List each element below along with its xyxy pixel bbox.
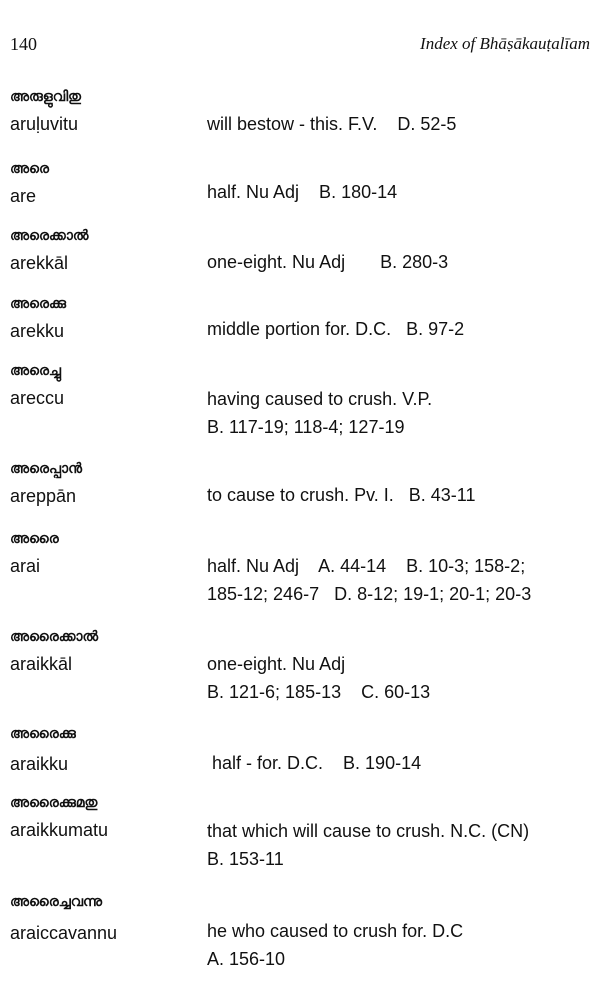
definition <box>207 248 590 276</box>
definition-line: he who caused to crush for. D.C <box>207 921 464 941</box>
transliteration: arekku <box>10 321 65 341</box>
definition <box>207 110 590 138</box>
transliteration: areppān <box>10 486 77 506</box>
definition-line: A. 156-10 <box>207 949 286 969</box>
transliteration: aruḷuvitu <box>10 114 79 134</box>
definition-line: B. 153-11 <box>207 849 284 869</box>
definition <box>207 650 590 706</box>
malayalam-headword: അരെച്ചു <box>10 363 62 379</box>
malayalam-headword: അരെക്കു <box>10 296 67 312</box>
malayalam-headword: അരൈ <box>10 531 59 547</box>
definition-line: B. 117-19; 118-4; 127-19 <box>207 417 405 437</box>
definition <box>207 917 590 973</box>
malayalam-headword: അരെപ്പാൻ <box>10 461 83 477</box>
transliteration: araiccavannu <box>10 923 118 943</box>
page-number: 140 <box>10 34 37 54</box>
definition <box>207 817 590 873</box>
malayalam-headword: അരുളുവിതു <box>10 89 82 105</box>
definition <box>207 552 590 608</box>
definition <box>207 385 590 441</box>
definition-line: B. 121-6; 185-13 C. 60-13 <box>207 682 431 702</box>
definition <box>207 481 590 509</box>
definition-line: half. Nu Adj A. 44-14 B. 10-3; 158-2; <box>207 556 526 576</box>
transliteration: araikkumatu <box>10 820 109 840</box>
malayalam-headword: അരൈച്ചവന്നു <box>10 894 103 910</box>
definition-line: will bestow - this. F.V. D. 52-5 <box>207 114 457 134</box>
malayalam-headword: അരൈക്കുമതു <box>10 795 98 811</box>
definition-line: to cause to crush. Pv. I. B. 43-11 <box>207 485 476 505</box>
definition-line: 185-12; 246-7 D. 8-12; 19-1; 20-1; 20-3 <box>207 584 532 604</box>
transliteration: araikkāl <box>10 654 73 674</box>
running-title: Index of Bhāṣākauṭalīam <box>420 34 590 53</box>
malayalam-headword: അരെക്കാൽ <box>10 228 89 244</box>
definition-line: one-eight. Nu Adj <box>207 654 346 674</box>
page-header <box>10 34 590 62</box>
definition-line: middle portion for. D.C. B. 97-2 <box>207 319 465 339</box>
transliteration: arekkāl <box>10 253 69 273</box>
definition <box>207 749 590 777</box>
transliteration: arai <box>10 556 41 576</box>
definition-line: half. Nu Adj B. 180-14 <box>207 182 398 202</box>
malayalam-headword: അരെ <box>10 161 50 177</box>
malayalam-headword: അരൈക്കു <box>10 726 76 742</box>
definition <box>207 315 590 343</box>
definition-line: having caused to crush. V.P. <box>207 389 433 409</box>
definition <box>207 178 590 206</box>
transliteration: areccu <box>10 388 65 408</box>
transliteration: are <box>10 186 37 206</box>
definition-line: one-eight. Nu Adj B. 280-3 <box>207 252 449 272</box>
definition-line: that which will cause to crush. N.C. (CN) <box>207 821 530 841</box>
malayalam-headword: അരൈക്കാൽ <box>10 629 99 645</box>
transliteration: araikku <box>10 754 69 774</box>
definition-line: half - for. D.C. B. 190-14 <box>207 753 422 773</box>
